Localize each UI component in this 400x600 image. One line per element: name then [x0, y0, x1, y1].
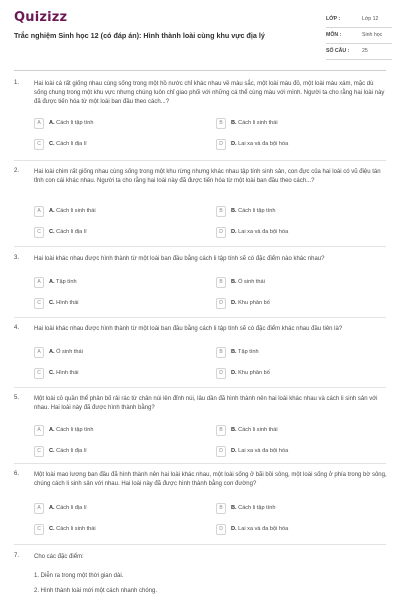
- option-prefix: B.: [231, 427, 237, 433]
- question-text: Hai loài khác nhau được hình thành từ một loài ban đầu bằng cách li tập tính sẽ có đặc điểm khác nhau đầu tiên là?: [34, 326, 343, 332]
- header-divider: [14, 70, 386, 71]
- option-text: Ổ sinh thái: [238, 279, 265, 285]
- option-letter: A: [34, 118, 44, 129]
- option-text: Hình thái: [56, 370, 79, 376]
- option-c[interactable]: [34, 298, 192, 310]
- option-a[interactable]: [34, 347, 192, 359]
- question-number: 6.: [14, 471, 20, 477]
- option-prefix: A.: [49, 208, 55, 214]
- option-b[interactable]: [216, 425, 374, 437]
- option-prefix: B.: [231, 208, 237, 214]
- statement-item: 1. Diễn ra trong một thời gian dài.: [34, 573, 124, 579]
- meta-label: MÔN :: [326, 32, 342, 38]
- meta-value: Sinh học: [362, 32, 383, 38]
- option-letter: D: [216, 139, 226, 150]
- option-letter: C: [34, 446, 44, 457]
- option-text: Lai xa và đa bội hóa: [238, 448, 289, 454]
- option-a[interactable]: [34, 277, 192, 289]
- meta-label: LỚP :: [326, 16, 341, 22]
- option-prefix: D.: [231, 229, 237, 235]
- meta-value: 25: [362, 48, 368, 54]
- option-letter: B: [216, 425, 226, 436]
- option-text: Ổ sinh thái: [56, 349, 83, 355]
- worksheet-title: Trắc nghiệm Sinh học 12 (có đáp án): Hình thành loài cùng khu vực địa lý: [14, 31, 265, 40]
- meta-label: SỐ CÂU :: [326, 48, 350, 54]
- option-b[interactable]: [216, 347, 374, 359]
- meta-row-grade: [326, 12, 392, 28]
- option-letter: B: [216, 347, 226, 358]
- option-b[interactable]: [216, 118, 374, 130]
- option-text: Lai xa và đa bội hóa: [238, 229, 289, 235]
- question-text: Một loài cỏ quần thể phân bố rải rác từ chân núi lên đỉnh núi, lâu dần đã hình thành nên hai loài khác nhau và cách li sinh sản với nhau. Hai loài này đã được hình thành bằng?: [34, 396, 378, 411]
- option-letter: A: [34, 206, 44, 217]
- question-text: Một loài mao lương ban đầu đã hình thành nên hai loài khác nhau, một loài sống ở bãi bồi sông, một loài sống ở phía trong bờ sông, chúng cách li sinh sản với nhau. Hai loài này đã được hình thành bằng con đường?: [34, 472, 387, 487]
- option-letter: A: [34, 277, 44, 288]
- option-a[interactable]: [34, 503, 192, 515]
- option-text: Cách li địa lí: [56, 141, 87, 147]
- option-letter: B: [216, 118, 226, 129]
- option-c[interactable]: [34, 368, 192, 380]
- meta-row-count: [326, 44, 392, 60]
- option-prefix: C.: [49, 141, 55, 147]
- option-prefix: D.: [231, 300, 237, 306]
- option-prefix: A.: [49, 120, 55, 126]
- question-number: 4.: [14, 325, 20, 331]
- option-prefix: B.: [231, 505, 237, 511]
- option-b[interactable]: [216, 503, 374, 515]
- question-text: Hai loài khác nhau được hình thành từ một loài ban đầu bằng cách li tập tính sẽ có đặc điểm nào khác nhau?: [34, 256, 325, 262]
- option-b[interactable]: [216, 277, 374, 289]
- option-b[interactable]: [216, 206, 374, 218]
- option-text: Cách li địa lí: [56, 505, 87, 511]
- question-number: 3.: [14, 255, 20, 261]
- question-text: Cho các đặc điểm:: [34, 554, 84, 560]
- question-number: 5.: [14, 395, 20, 401]
- question-1: [14, 80, 390, 158]
- option-d[interactable]: [216, 446, 374, 458]
- option-text: Lai xa và đa bội hóa: [238, 526, 289, 532]
- option-a[interactable]: [34, 425, 192, 437]
- option-text: Lai xa và đa bội hóa: [238, 141, 289, 147]
- option-letter: D: [216, 368, 226, 379]
- option-letter: A: [34, 347, 44, 358]
- question-separator: [14, 317, 386, 318]
- option-c[interactable]: [34, 139, 192, 151]
- option-letter: B: [216, 206, 226, 217]
- option-letter: C: [34, 368, 44, 379]
- option-prefix: C.: [49, 526, 55, 532]
- option-letter: A: [34, 503, 44, 514]
- question-separator: [14, 246, 386, 247]
- worksheet-header: [0, 0, 400, 64]
- option-text: Khu phân bố: [238, 370, 270, 376]
- option-letter: D: [216, 446, 226, 457]
- option-c[interactable]: [34, 227, 192, 239]
- option-prefix: C.: [49, 229, 55, 235]
- statement-item: 2. Hình thành loài mới một cách nhanh chóng.: [34, 588, 158, 594]
- option-c[interactable]: [34, 524, 192, 536]
- question-2: [14, 168, 390, 244]
- option-text: Tập tính: [56, 279, 77, 285]
- option-c[interactable]: [34, 446, 192, 458]
- option-prefix: D.: [231, 370, 237, 376]
- option-prefix: A.: [49, 349, 55, 355]
- option-prefix: D.: [231, 448, 237, 454]
- option-letter: B: [216, 503, 226, 514]
- question-text: Hai loài chim rất giống nhau cùng sống trong một khu rừng nhưng khác nhau tập tính sinh sản, con đực của hai loài có vũ điệu tán tỉnh con cái khác nhau. Người ta cho rằng hai loài này đã được tiến hóa từ một loài ban đầu theo cách...?: [34, 169, 381, 184]
- option-text: Cách li tập tính: [238, 505, 276, 511]
- option-text: Khu phân bố: [238, 300, 270, 306]
- quizizz-logo: Quizizz: [14, 10, 68, 25]
- option-text: Cách li tập tính: [56, 427, 94, 433]
- meta-value: Lớp 12: [362, 16, 379, 22]
- question-separator: [14, 387, 386, 388]
- question-separator: [14, 160, 386, 161]
- option-prefix: A.: [49, 427, 55, 433]
- option-prefix: C.: [49, 300, 55, 306]
- option-prefix: A.: [49, 279, 55, 285]
- option-text: Cách li tập tính: [56, 120, 94, 126]
- question-6: [14, 471, 390, 541]
- option-letter: D: [216, 524, 226, 535]
- option-prefix: B.: [231, 279, 237, 285]
- option-prefix: B.: [231, 120, 237, 126]
- option-prefix: D.: [231, 526, 237, 532]
- option-text: Cách li sinh thái: [56, 526, 96, 532]
- option-letter: D: [216, 298, 226, 309]
- option-text: Cách li sinh thái: [56, 208, 96, 214]
- question-3: [14, 255, 390, 315]
- question-separator: [14, 463, 386, 464]
- option-d[interactable]: [216, 524, 374, 536]
- option-prefix: B.: [231, 349, 237, 355]
- option-d[interactable]: [216, 368, 374, 380]
- question-4: [14, 325, 390, 385]
- option-prefix: D.: [231, 141, 237, 147]
- option-prefix: A.: [49, 505, 55, 511]
- question-number: 2.: [14, 168, 20, 174]
- meta-row-subject: [326, 28, 392, 44]
- option-text: Cách li địa lí: [56, 229, 87, 235]
- option-text: Cách li địa lí: [56, 448, 87, 454]
- question-number: 1.: [14, 80, 20, 86]
- option-letter: A: [34, 425, 44, 436]
- question-text: Hai loài cá rất giống nhau cùng sống trong một hồ nước chỉ khác nhau về màu sắc, một loài màu đỏ, một loài màu xám, mặc dù sống chung trong một khu vực nhưng chúng luôn chỉ giao phối với những cá thể cùng màu với mình. Người ta cho rằng hai loài này đã được tiến hóa từ một loài ban đầu theo cách...?: [34, 81, 385, 105]
- option-letter: C: [34, 524, 44, 535]
- question-5: [14, 395, 390, 461]
- option-text: Cách li sinh thái: [238, 120, 278, 126]
- option-d[interactable]: [216, 227, 374, 239]
- question-separator: [14, 544, 386, 545]
- option-letter: B: [216, 277, 226, 288]
- option-letter: C: [34, 298, 44, 309]
- option-d[interactable]: [216, 139, 374, 151]
- option-text: Hình thái: [56, 300, 79, 306]
- option-d[interactable]: [216, 298, 374, 310]
- option-text: Tập tính: [238, 349, 259, 355]
- option-letter: C: [34, 139, 44, 150]
- option-prefix: C.: [49, 370, 55, 376]
- option-text: Cách li sinh thái: [238, 427, 278, 433]
- option-a[interactable]: [34, 206, 192, 218]
- option-a[interactable]: [34, 118, 192, 130]
- question-7: [14, 553, 390, 565]
- meta-table: [326, 12, 392, 60]
- option-letter: C: [34, 227, 44, 238]
- option-prefix: C.: [49, 448, 55, 454]
- option-text: Cách li tập tính: [238, 208, 276, 214]
- question-number: 7.: [14, 553, 20, 559]
- option-letter: D: [216, 227, 226, 238]
